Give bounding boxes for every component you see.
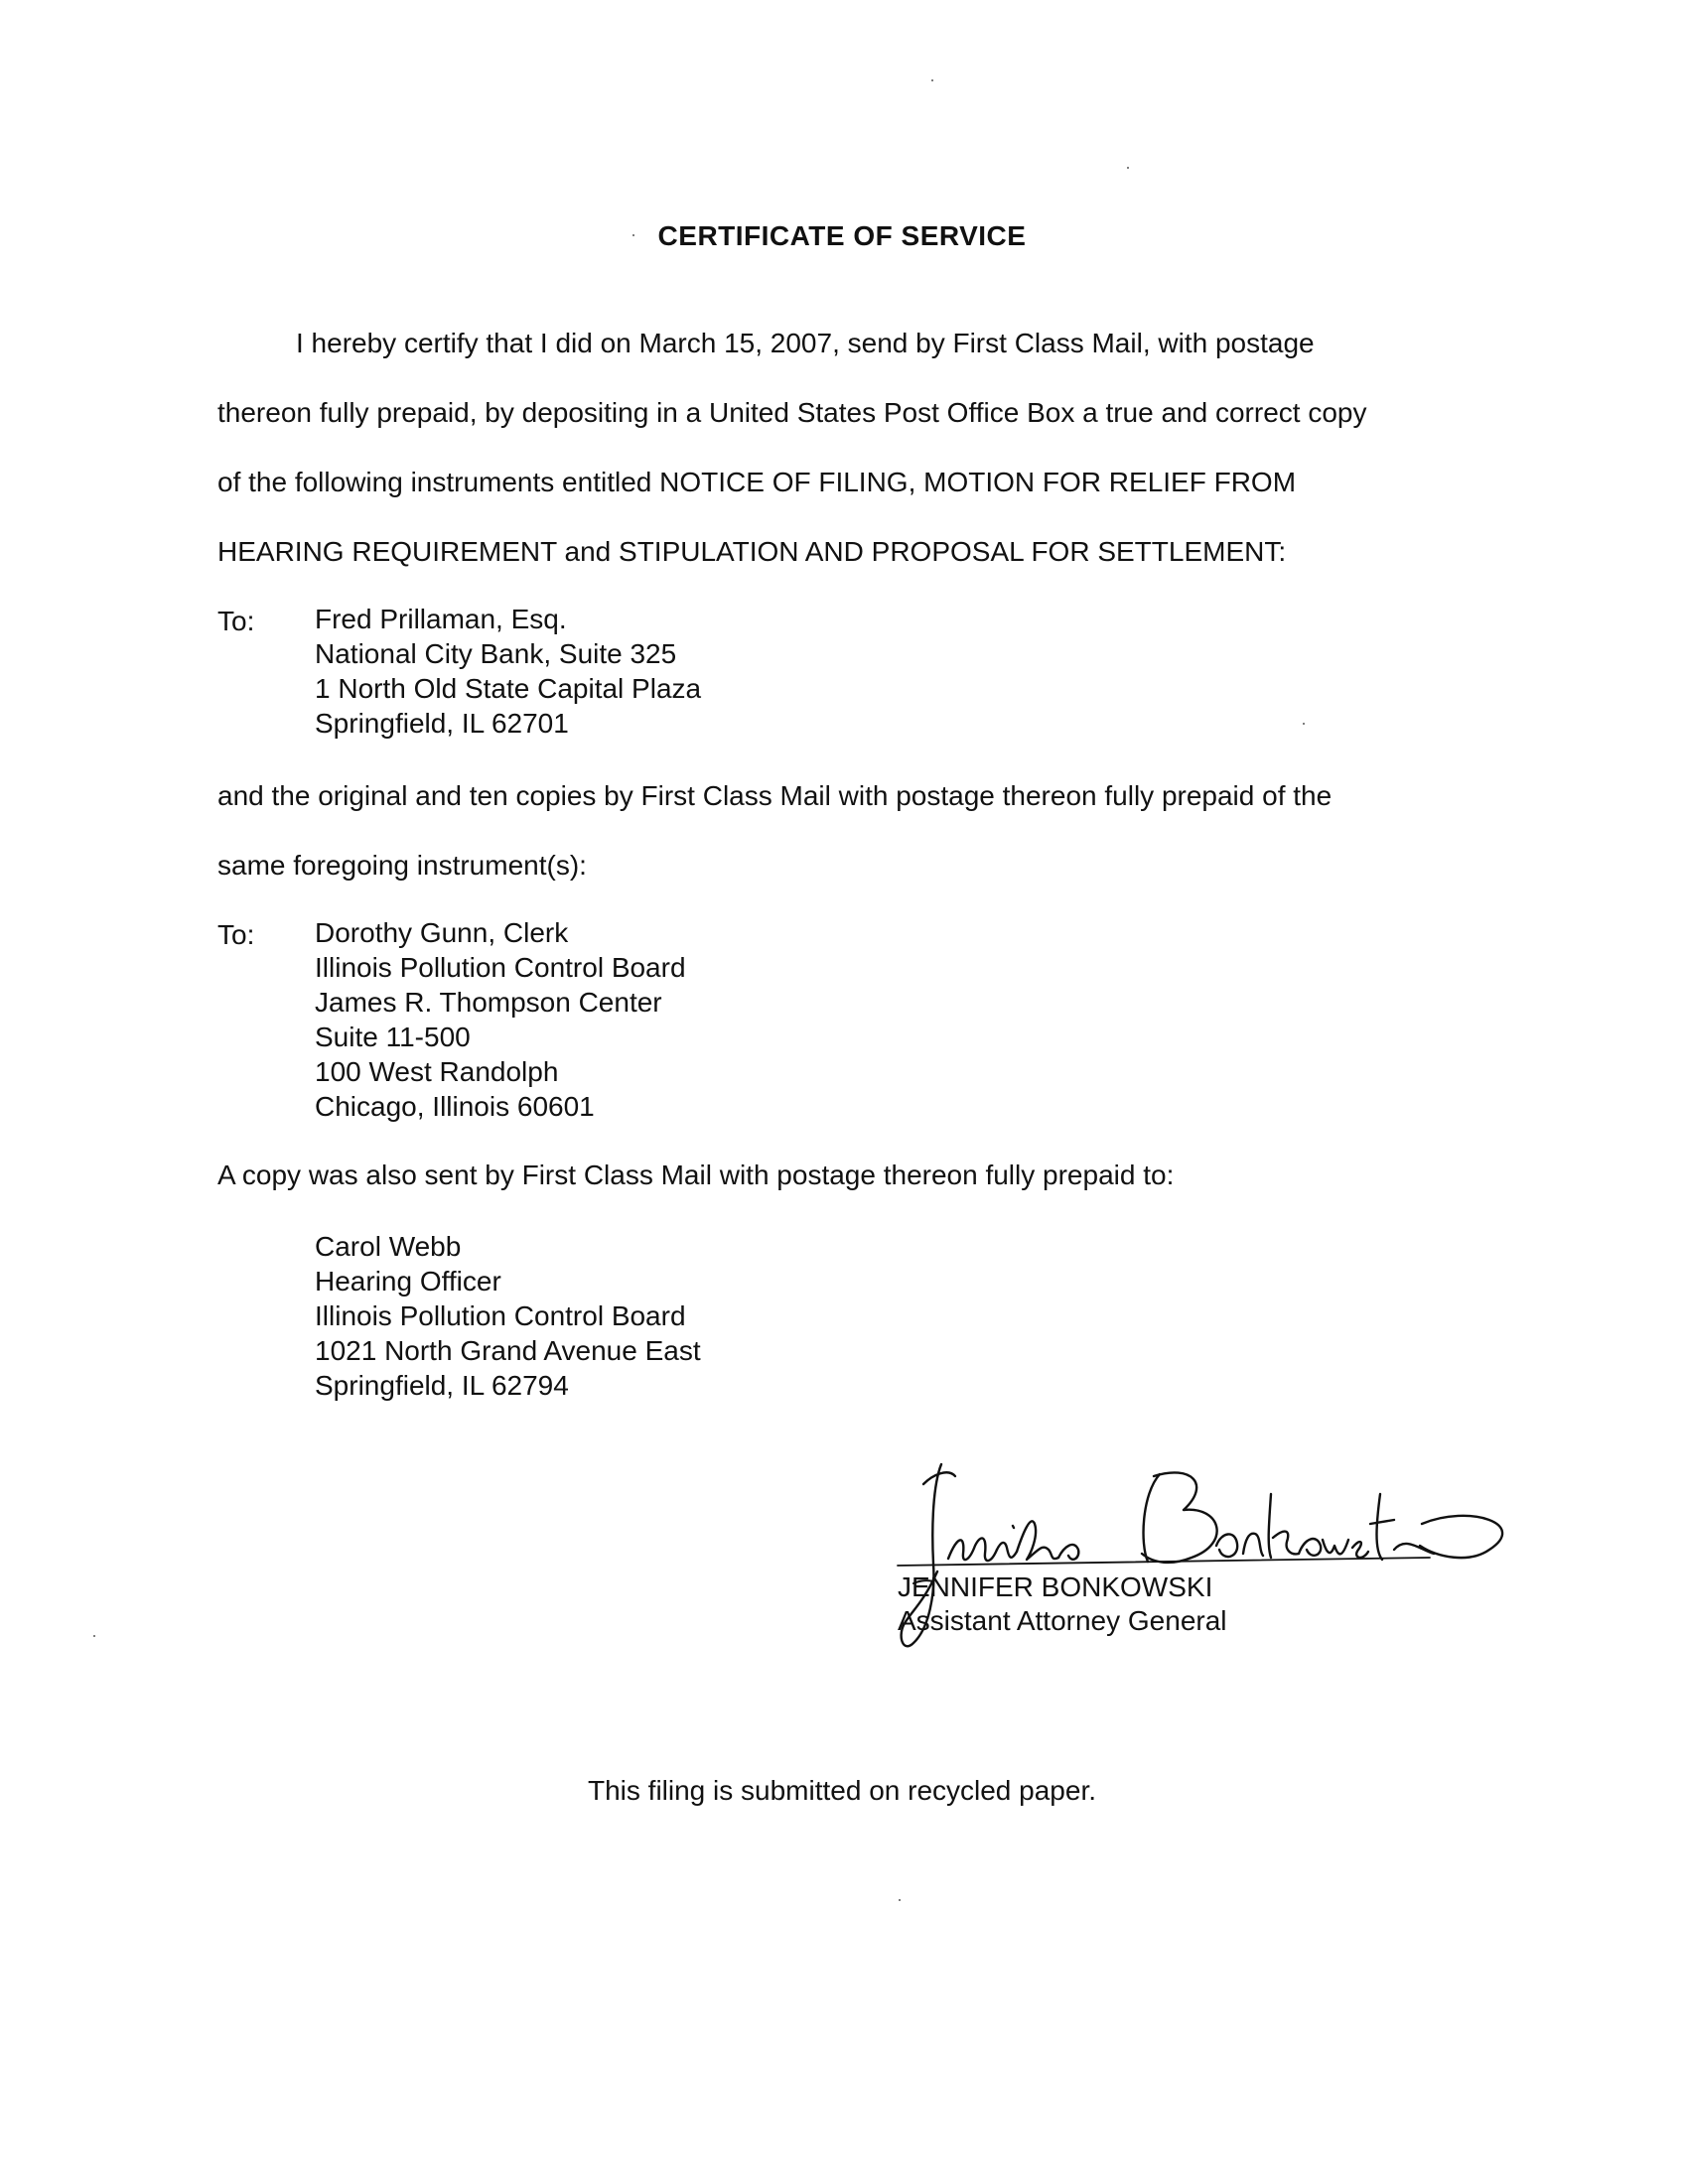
recipient3-line: Illinois Pollution Control Board: [315, 1300, 686, 1331]
recipient3-line: 1021 North Grand Avenue East: [315, 1335, 701, 1366]
recipient1-address: [315, 602, 701, 741]
recipient2-line: Dorothy Gunn, Clerk: [315, 917, 569, 948]
recipient1-line: Fred Prillaman, Esq.: [315, 604, 567, 634]
recipient1-line: National City Bank, Suite 325: [315, 638, 677, 669]
paragraph1-line-1: I hereby certify that I did on March 15, 2007, send by First Class Mail, with postage: [296, 328, 1315, 358]
scan-speck: [931, 79, 933, 81]
page-title: CERTIFICATE OF SERVICE: [657, 220, 1027, 251]
recipient1-line: 1 North Old State Capital Plaza: [315, 673, 702, 704]
paragraph1-line-2: thereon fully prepaid, by depositing in a United States Post Office Box a true and correct copy: [217, 397, 1367, 428]
signature-block: [894, 1454, 1509, 1673]
recipient2-address: [315, 915, 686, 1124]
signer-name: JENNIFER BONKOWSKI: [898, 1571, 1213, 1602]
recipient2-line: Suite 11-500: [315, 1022, 471, 1052]
recipient3-line: Hearing Officer: [315, 1266, 501, 1297]
recipient1-line: Springfield, IL 62701: [315, 708, 569, 739]
paragraph1-line-4: HEARING REQUIREMENT and STIPULATION AND PROPOSAL FOR SETTLEMENT:: [217, 536, 1287, 567]
recipient2-line: Illinois Pollution Control Board: [315, 952, 686, 983]
scan-speck: [1127, 167, 1129, 169]
signer-title: Assistant Attorney General: [898, 1605, 1227, 1636]
recipient2-line: 100 West Randolph: [315, 1056, 559, 1087]
scan-speck: [1303, 723, 1305, 725]
paragraph1-line-3: of the following instruments entitled NOTICE OF FILING, MOTION FOR RELIEF FROM: [217, 467, 1297, 497]
scan-speck: [899, 1899, 901, 1901]
scan-speck: [93, 1635, 95, 1637]
scan-speck: [632, 234, 634, 236]
recycled-paper-note: This filing is submitted on recycled paper.: [587, 1775, 1097, 1806]
recipient3-line: Springfield, IL 62794: [315, 1370, 569, 1401]
recipient2-line: Chicago, Illinois 60601: [315, 1091, 595, 1122]
paragraph3: A copy was also sent by First Class Mail with postage thereon fully prepaid to:: [217, 1160, 1175, 1190]
recipient1-to-label: To:: [217, 606, 255, 636]
recipient3-address: [315, 1229, 701, 1403]
recipient3-line: Carol Webb: [315, 1231, 462, 1262]
paragraph2-line-2: same foregoing instrument(s):: [217, 850, 587, 881]
recipient2-line: James R. Thompson Center: [315, 987, 662, 1018]
recipient2-to-label: To:: [217, 919, 255, 950]
handwritten-signature: [894, 1454, 1509, 1673]
paragraph2-line-1: and the original and ten copies by First Class Mail with postage thereon fully prepaid of the: [217, 780, 1333, 811]
